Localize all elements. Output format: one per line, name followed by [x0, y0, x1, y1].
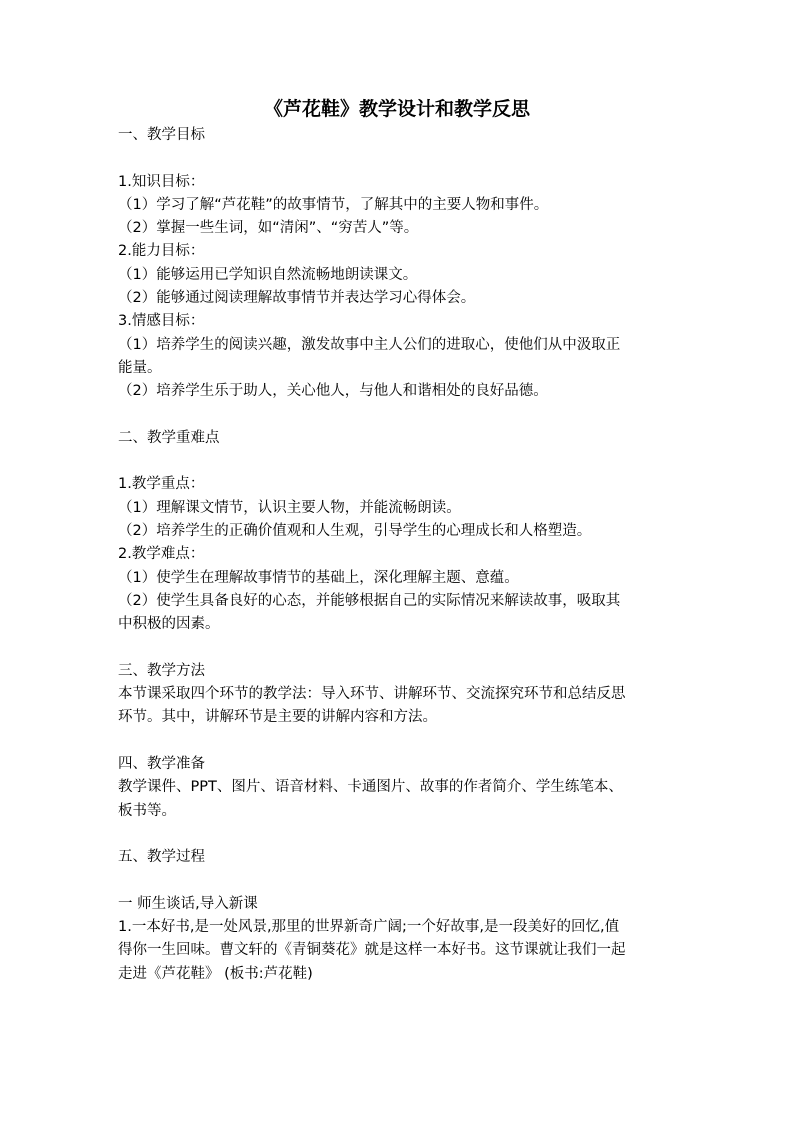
text-line: 得你一生回味。曹文轩的《青铜葵花》就是这样一本好书。这节课就让我们一起 [118, 942, 626, 959]
text-line: （1）能够运用已学知识自然流畅地朗读课文。 [118, 266, 418, 283]
text-line: （1）理解课文情节，认识主要人物，并能流畅朗读。 [118, 499, 461, 516]
text-line: 板书等。 [118, 802, 176, 819]
text-line: 三、教学方法 [118, 662, 205, 679]
blank-line [118, 730, 678, 753]
text-line: （2）能够通过阅读理解故事情节并表达学习心得体会。 [118, 290, 476, 307]
text-line: 环节。其中，讲解环节是主要的讲解内容和方法。 [118, 709, 437, 726]
text-line: （2）培养学生的正确价值观和人生观，引导学生的心理成长和人格塑造。 [118, 523, 592, 540]
text-line: 2.教学难点： [118, 546, 205, 563]
text-line: 能量。 [118, 359, 162, 376]
blank-line [118, 404, 678, 427]
text-line: 二、教学重难点 [118, 429, 220, 446]
blank-line [118, 870, 678, 893]
text-line: 2.能力目标： [118, 243, 205, 260]
blank-line [118, 637, 678, 660]
text-line: 四、教学准备 [118, 756, 205, 773]
text-line: 1.教学重点： [118, 476, 205, 493]
text-line: 一、教学目标 [118, 127, 205, 143]
document-body [118, 124, 678, 986]
text-line: （2）使学生具备良好的心态，并能够根据自己的实际情况来解读故事，吸取其 [118, 592, 621, 609]
blank-line [118, 823, 678, 846]
blank-line [118, 450, 678, 473]
text-line: （1）培养学生的阅读兴趣，激发故事中主人公们的进取心，使他们从中汲取正 [118, 336, 621, 353]
text-line: （1）使学生在理解故事情节的基础上，深化理解主题、意蕴。 [118, 569, 519, 586]
text-line: 本节课采取四个环节的教学法：导入环节、讲解环节、交流探究环节和总结反思 [118, 686, 626, 703]
text-line: （2）培养学生乐于助人，关心他人，与他人和谐相处的良好品德。 [118, 383, 548, 400]
text-line: 1.一本好书,是一处风景,那里的世界新奇广阔;一个好故事,是一段美好的回忆,值 [118, 919, 620, 936]
document-title: 《芦花鞋》教学设计和教学反思 [263, 98, 530, 120]
blank-line [118, 147, 678, 170]
text-line: 五、教学过程 [118, 849, 205, 866]
text-line: （2）掌握一些生词，如“清闲”、“穷苦人”等。 [118, 220, 419, 237]
text-line: 一 师生谈话,导入新课 [118, 895, 258, 912]
text-line: 中积极的因素。 [118, 616, 220, 633]
text-line: 走进《芦花鞋》 (板书:芦花鞋) [118, 965, 313, 982]
text-line: 教学课件、PPT、图片、语音材料、卡通图片、故事的作者简介、学生练笔本、 [118, 779, 623, 796]
text-line: （1）学习了解“芦花鞋”的故事情节，了解其中的主要人物和事件。 [118, 196, 549, 213]
text-line: 1.知识目标： [118, 173, 205, 190]
text-line: 3.情感目标： [118, 313, 205, 330]
